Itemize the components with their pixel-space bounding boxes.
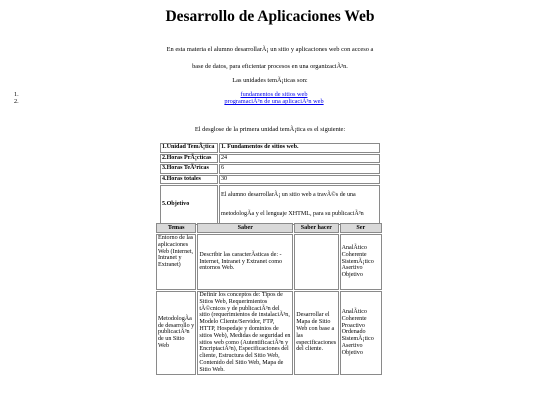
table-row — [160, 164, 380, 174]
cell-temas: MetodologÃa de desarrollo y publicaciÃ³n de un Sitio Web — [156, 291, 196, 375]
list-item-number: 2. — [14, 98, 19, 105]
intro-line-2: base de datos, para eficientar procesos en una organizaciÃ³n. — [192, 63, 348, 70]
summary-key: 2.Horas PrÃ¡cticas — [160, 154, 218, 164]
unit-summary-table — [159, 142, 381, 226]
summary-value — [219, 185, 380, 225]
table-row — [160, 175, 380, 185]
unit-link-fundamentos[interactable]: fundamentos de sitios web — [240, 91, 308, 98]
cell-saber-hacer — [294, 234, 338, 290]
column-header-saber-hacer: Saber hacer — [294, 223, 338, 233]
cell-saber-hacer: Desarrollar el Mapa de Sitio Web con base a las especificaciones del cliente. — [294, 291, 338, 375]
table-row — [156, 291, 382, 375]
cell-ser: AnalÃtico Coherente Proactivo Ordenado SistemÃ¡tico Asertivo Objetivo — [340, 291, 382, 375]
table-row — [160, 143, 380, 153]
column-header-saber: Saber — [197, 223, 293, 233]
summary-value: 24 — [219, 154, 380, 164]
summary-value: 6 — [219, 164, 380, 174]
summary-key: 5.Objetivo — [160, 185, 218, 225]
column-header-ser: Ser — [340, 223, 382, 233]
list-item-number: 1. — [14, 91, 19, 98]
table-row — [156, 234, 382, 290]
page-title: Desarrollo de Aplicaciones Web — [165, 8, 375, 25]
units-label: Las unidades temÃ¡ticas son: — [232, 77, 308, 84]
summary-key: 4.Horas totales — [160, 175, 218, 185]
table-row — [160, 185, 380, 225]
summary-key: 3.Horas TeÃ³ricas — [160, 164, 218, 174]
column-header-temas: Temas — [156, 223, 196, 233]
units-list — [14, 91, 534, 105]
breakdown-label: El desglose de la primera unidad temÃ¡tica es el siguiente: — [194, 126, 346, 133]
unit-link-programacion[interactable]: programaciÃ³n de una aplicaciÃ³n web — [224, 98, 324, 105]
intro-line-1: En esta materia el alumno desarrollarÃ¡ un sitio y aplicaciones web con acceso a — [166, 46, 374, 53]
table-row — [160, 154, 380, 164]
cell-ser: AnalÃtico Coherente SistemÃ¡tico Asertivo Objetivo — [340, 234, 382, 290]
list-item — [14, 98, 534, 105]
list-item — [14, 91, 534, 98]
cell-temas: Entorno de las aplicaciones Web (Internet, Intranet y Extranet) — [156, 234, 196, 290]
table-header-row — [156, 223, 382, 233]
summary-key: 1.Unidad TemÃ¡tica — [160, 143, 218, 153]
summary-value: 1. Fundamentos de sitios web. — [219, 143, 380, 153]
summary-value: 30 — [219, 175, 380, 185]
unit-detail-table — [155, 222, 383, 376]
cell-saber: Describir las caracterÃsticas de: -Internet, Intranet y Extranet como entornos Web. — [197, 234, 293, 290]
objective-line-1: El alumno desarrollarÃ¡ un sitio web a travÃ©s de una — [221, 192, 356, 198]
objective-line-2: metodologÃa y el lenguaje XHTML, para su publicaciÃ³n — [221, 211, 364, 217]
cell-saber: Definir los conceptos de: Tipos de Sitios Web, Requerimientos tÃ©cnicos y de publicaciÃ³n del sitio (requerimientos de instalaciÃ³n, Modelo Cliente/Servidor, FTP, HTTP, Hospedaje y dominios de sitios Web), Medidas de seguridad en sitios web como (AutentificaciÃ³n y EncriptaciÃ³n), Especificaciones del cliente, Estructura del Sitio Web, Contenido del Sitio Web, Mapa de Sitio Web. — [197, 291, 293, 375]
